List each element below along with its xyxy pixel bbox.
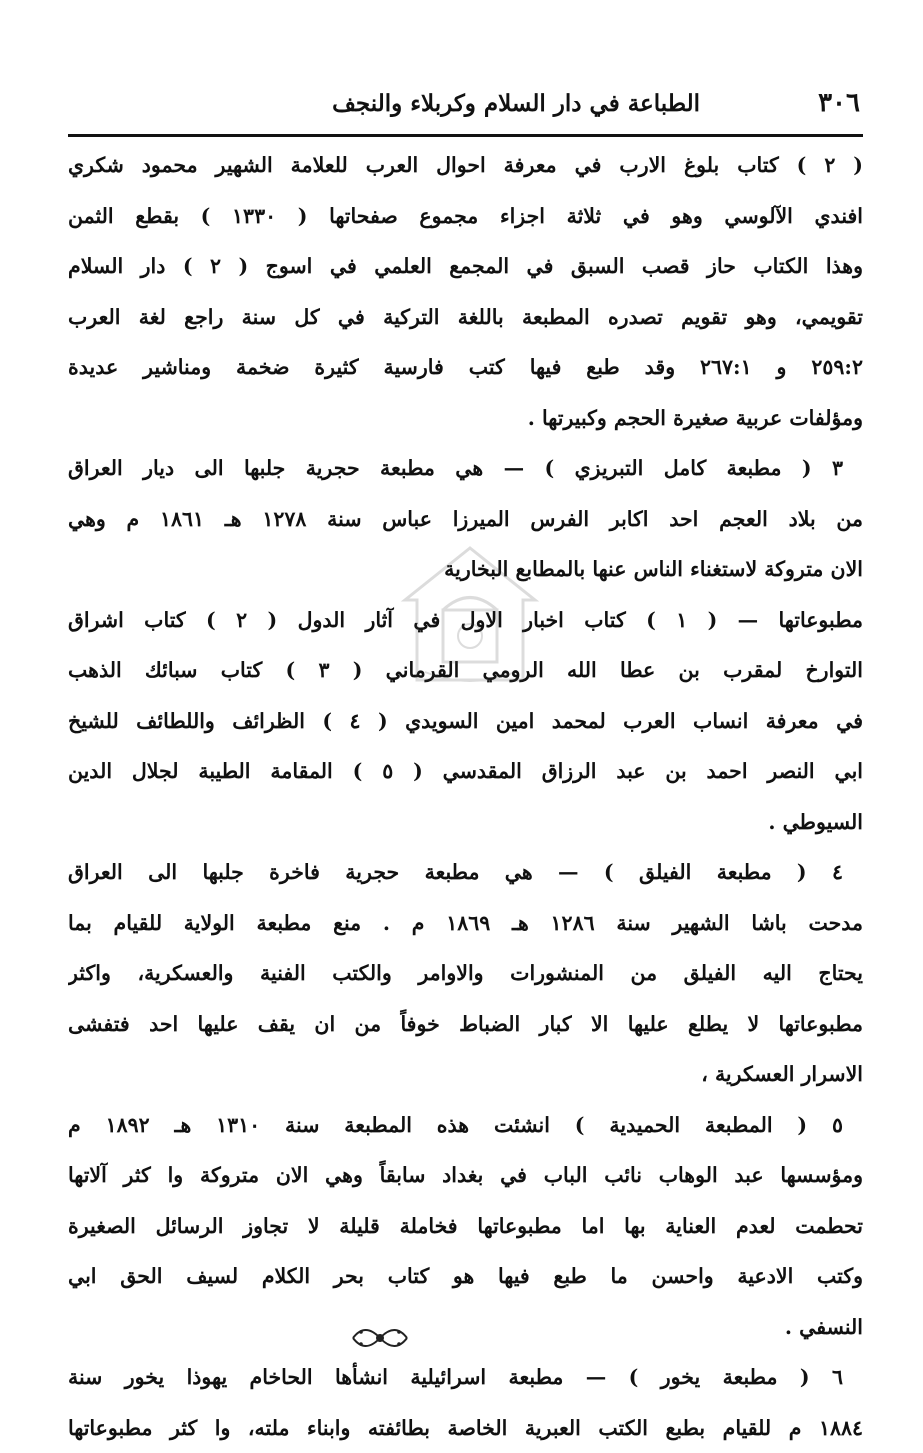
text-line: النسفي . [68,1302,863,1353]
text-line: ٣ ( مطبعة كامل التبريزي ) — هي مطبعة حجرية جلبها الى ديار العراق [68,443,863,494]
text-line: التوارخ لمقرب بن عطا الله الرومي القرماني ( ٣ ) كتاب سبائك الذهب [68,645,863,696]
library-seal-watermark [395,540,545,690]
body-text [68,140,863,1453]
footer-ornament [345,1318,415,1358]
text-line: وهذا الكتاب حاز قصب السبق في المجمع العلمي في اسوج ( ٢ ) دار السلام [68,241,863,292]
text-line: الان متروكة لاستغناء الناس عنها بالمطابع البخارية [68,544,863,595]
header-rule [68,134,863,137]
text-line: ٢٥٩:٢ و ٢٦٧:١ وقد طبع فيها كتب فارسية كثيرة ضخمة ومناشير عديدة [68,342,863,393]
text-line: مطبوعاتها — ( ١ ) كتاب اخبار الاول في آثار الدول ( ٢ ) كتاب اشراق [68,595,863,646]
text-line: تحطمت لعدم العناية بها اما مطبوعاتها فخاملة قليلة لا تجاوز الرسائل الصغيرة [68,1201,863,1252]
text-line: ١٨٨٤ م للقيام بطبع الكتب العبرية الخاصة بطائفته وابناء ملته، وا كثر مطبوعاتها [68,1403,863,1453]
text-line: في معرفة انساب العرب لمحمد امين السويدي ( ٤ ) الظرائف واللطائف للشيخ [68,696,863,747]
text-line: افندي الآلوسي وهو في ثلاثة اجزاء مجموع صفحاتها ( ١٣٣٠ ) بقطع الثمن [68,191,863,242]
text-line: ابي النصر احمد بن عبد الرزاق المقدسي ( ٥ ) المقامة الطيبة لجلال الدين [68,746,863,797]
text-line: تقويمي، وهو تقويم تصدره المطبعة باللغة التركية في كل سنة راجع لغة العرب [68,292,863,343]
text-line: يحتاج اليه الفيلق من المنشورات والاوامر والكتب الفنية والعسكرية، واكثر [68,948,863,999]
text-line: ٥ ( المطبعة الحميدية ) انشئت هذه المطبعة سنة ١٣١٠ هـ ١٨٩٢ م [68,1100,863,1151]
text-line: الاسرار العسكرية ، [68,1049,863,1100]
text-line: مطبوعاتها لا يطلع عليها الا كبار الضباط خوفاً من ان يقف عليها احد فتفشى [68,999,863,1050]
running-title: الطباعة في دار السلام وكربلاء والنجف [332,90,700,117]
text-line: ( ٢ ) كتاب بلوغ الارب في معرفة احوال العرب للعلامة الشهير محمود شكري [68,140,863,191]
text-line: السيوطي . [68,797,863,848]
text-line: ٤ ( مطبعة الفيلق ) — هي مطبعة حجرية فاخرة جلبها الى العراق [68,847,863,898]
text-line: ومؤلفات عربية صغيرة الحجم وكبيرتها . [68,393,863,444]
text-line: وكتب الادعية واحسن ما طبع فيها هو كتاب بحر الكلام لسيف الحق ابي [68,1251,863,1302]
page-header [70,88,860,128]
text-line: ومؤسسها عبد الوهاب نائب الباب في بغداد سابقاً وهي الان متروكة وا كثر آلاتها [68,1150,863,1201]
text-line: ٦ ( مطبعة يخور ) — مطبعة اسرائيلية انشأها الحاخام يهوذا يخور سنة [68,1352,863,1403]
page-number: ٣٠٦ [818,88,860,118]
text-line: مدحت باشا الشهير سنة ١٢٨٦ هـ ١٨٦٩ م . منع مطبعة الولاية للقيام بما [68,898,863,949]
text-line: من بلاد العجم احد اكابر الفرس الميرزا عباس سنة ١٢٧٨ هـ ١٨٦١ م وهي [68,494,863,545]
